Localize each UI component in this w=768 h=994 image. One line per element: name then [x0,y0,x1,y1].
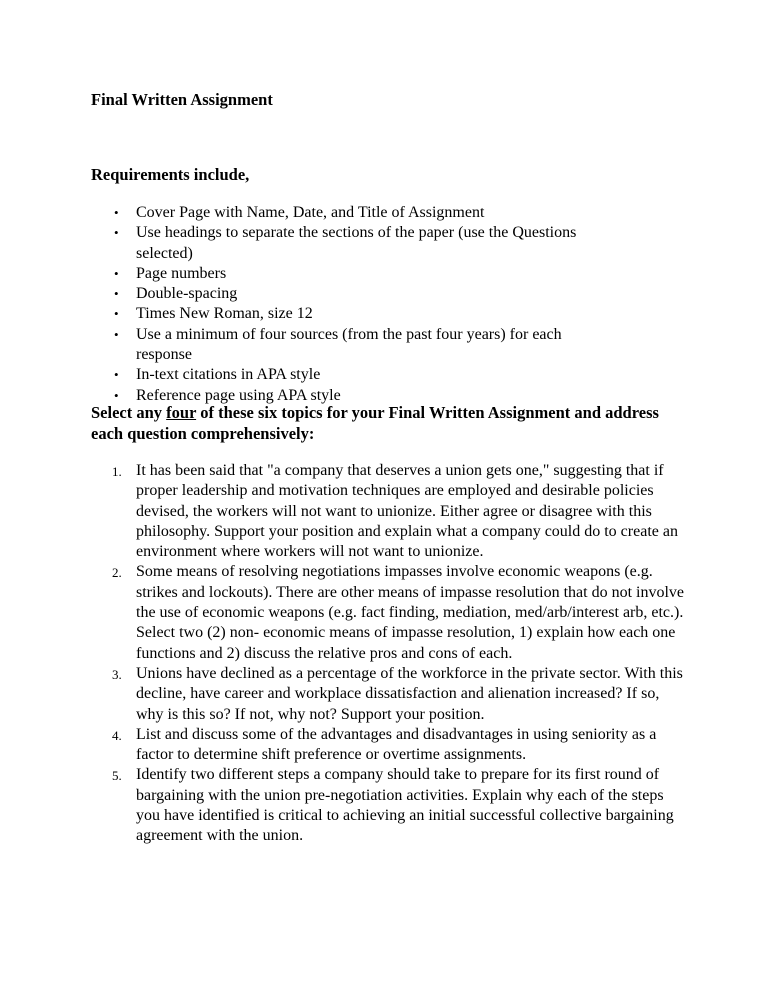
bullet-icon: • [114,367,119,383]
topic-number: 2. [112,565,122,581]
requirement-item [0,264,600,284]
topics-heading-pre: Select any [91,403,167,422]
topics-heading-post: of these six topics for your Final Written Assignment and address each question comprehensively: [91,403,659,443]
requirements-list [0,203,600,406]
topic-text: Some means of resolving negotiations impasses involve economic weapons (e.g. strikes and lockouts). There are other means of impasse resolution that do not involve the use of economic weapons (e.g. fact finding, mediation, med/arb/interest arb, etc.). Select two (2) non- economic means of impasse resolution, 1) explain how each one functions and 2) discuss the relative pros and cons of each. [136,563,685,662]
requirement-item [0,223,600,264]
requirement-text: Reference page using APA style [136,386,341,404]
topics-heading [91,402,671,444]
topics-list [0,461,690,847]
bullet-icon: • [114,225,119,241]
bullet-icon: • [114,306,119,322]
topic-number: 1. [112,464,122,479]
requirement-item [0,325,600,366]
topic-number: 4. [112,727,122,743]
bullet-icon: • [114,326,119,342]
requirement-text: Cover Page with Name, Date, and Title of Assignment [136,204,485,221]
topic-text: It has been said that "a company that deserves a union gets one," suggesting that if proper leadership and motivation techniques are employed and desirable policies devised, the workers will not want to unionize. Either agree or disagree with this philosophy. Support your position and explain what a company could do to create an environment where workers will not want to unionize. [136,462,678,561]
topic-number: 3. [112,666,122,682]
requirement-item [0,203,600,223]
requirement-text: Times New Roman, size 12 [136,305,313,323]
topic-item [0,725,690,766]
requirement-text: In-text citations in APA style [136,366,321,384]
topic-item [0,562,690,663]
requirement-text: Use headings to separate the sections of the paper (use the Questions selected) [136,224,577,262]
topics-heading-emphasis: four [166,403,197,422]
requirement-text: Page numbers [136,264,227,282]
topic-text: Identify two different steps a company should take to prepare for its first round of bargaining with the union pre-negotiation activities. Explain why each of the steps you have identified is critical to achieving an initial successful collective bargaining agreement with the union. [136,766,674,845]
topic-item [0,765,690,846]
bullet-icon: • [114,286,119,302]
bullet-icon: • [114,387,119,403]
topic-number: 5. [112,768,122,784]
topic-item [0,461,690,562]
topic-text: Unions have declined as a percentage of the workforce in the private sector. With this decline, have career and workplace dissatisfaction and alienation increased? If so, why is this so? If not, why not? Support your position. [136,664,683,723]
bullet-icon: • [114,205,119,220]
requirements-heading: Requirements include, [91,165,250,184]
requirement-text: Double-spacing [136,285,238,303]
topic-text: List and discuss some of the advantages and disadvantages in using seniority as a factor to determine shift preference or overtime assignments. [136,725,657,764]
requirement-text: Use a minimum of four sources (from the past four years) for each response [136,325,562,364]
document-title: Final Written Assignment [91,90,273,109]
topic-item [0,664,690,725]
requirement-item [0,284,600,304]
requirement-item [0,365,600,385]
requirement-item [0,304,600,324]
bullet-icon: • [114,265,119,281]
